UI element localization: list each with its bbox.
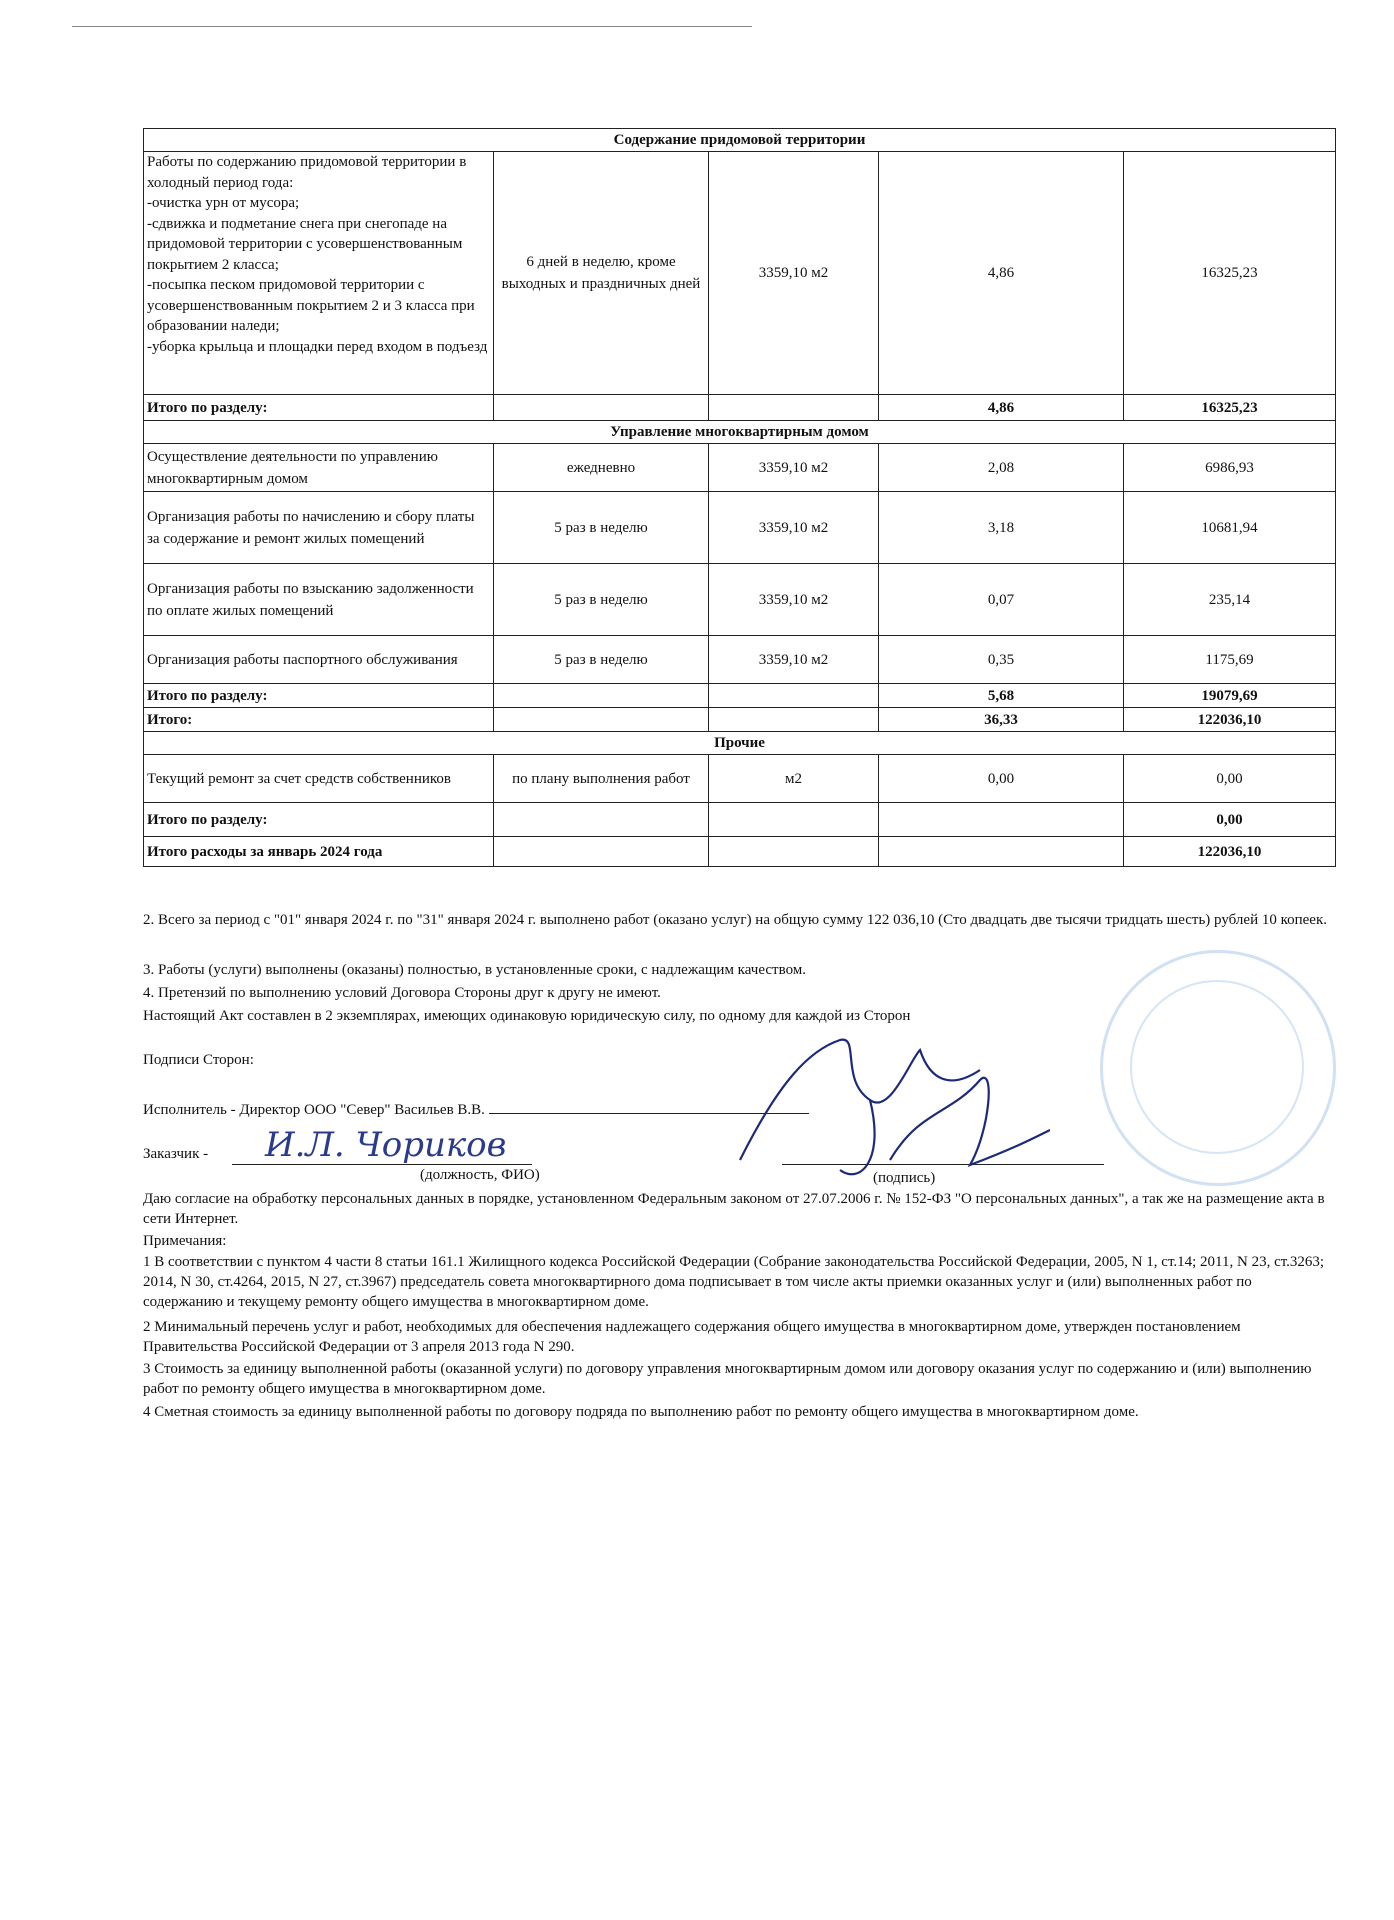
area-cell: 3359,10 м2 <box>709 492 879 564</box>
table-row <box>144 444 1336 492</box>
work-description: Организация работы паспортного обслуживания <box>144 636 494 684</box>
grand-total-label: Итого расходы за январь 2024 года <box>144 837 494 867</box>
cost-cell: 10681,94 <box>1124 492 1336 564</box>
empty-cell <box>879 837 1124 867</box>
subtotal-row <box>144 395 1336 421</box>
area-cell: 3359,10 м2 <box>709 444 879 492</box>
signature-scribble <box>720 1020 1050 1190</box>
work-description: Осуществление деятельности по управлению многоквартирным домом <box>144 444 494 492</box>
note-2: 2 Минимальный перечень услуг и работ, необходимых для обеспечения надлежащего содержания общего имущества в многоквартирном доме, утвержден постановлением Правительства Российской Федерации от 3 апреля 2013 года N 290. <box>143 1319 1241 1355</box>
rate-cell: 3,18 <box>879 492 1124 564</box>
rate-cell: 0,07 <box>879 564 1124 636</box>
position-caption: (должность, ФИО) <box>420 1167 540 1183</box>
area-cell: 3359,10 м2 <box>709 636 879 684</box>
empty-cell <box>709 803 879 837</box>
cost-cell: 1175,69 <box>1124 636 1336 684</box>
frequency-cell: по плану выполнения работ <box>494 755 709 803</box>
frequency-cell: 5 раз в неделю <box>494 564 709 636</box>
frequency-cell: 5 раз в неделю <box>494 636 709 684</box>
empty-cell <box>709 684 879 708</box>
subtotal-label: Итого по разделу: <box>144 395 494 421</box>
cost-cell: 0,00 <box>1124 755 1336 803</box>
section-header-territory: Содержание придомовой территории <box>144 129 1336 152</box>
subtotal-rate: 5,68 <box>879 684 1124 708</box>
empty-cell <box>494 708 709 732</box>
rate-cell: 2,08 <box>879 444 1124 492</box>
empty-cell <box>709 708 879 732</box>
subtotal-cost: 16325,23 <box>1124 395 1336 421</box>
work-description: Организация работы по начислению и сбору платы за содержание и ремонт жилых помещений <box>144 492 494 564</box>
cost-cell: 16325,23 <box>1124 152 1336 395</box>
empty-cell <box>494 803 709 837</box>
customer-handwritten-name <box>255 1118 545 1168</box>
total-label: Итого: <box>144 708 494 732</box>
stamp-seal-inner <box>1130 980 1304 1154</box>
subtotal-cost: 0,00 <box>1124 803 1336 837</box>
rate-cell: 0,35 <box>879 636 1124 684</box>
consent-text: Даю согласие на обработку персональных данных в порядке, установленном Федеральным законом от 27.07.2006 г. № 152-ФЗ "О персональных данных", а так же на размещение акта в сети Интернет. <box>143 1191 1325 1227</box>
note-1: 1 В соответствии с пунктом 4 части 8 статьи 161.1 Жилищного кодекса Российской Федерации (Собрание законодательства Российской Федерации, 2005, N 1, ст.14; 2011, N 23, ст.3263; 2014, N 30, ст.4264, 2015, N 27, ст.3967) председатель совета многоквартирного дома подписывает в том числе акты приемки оказанных услуг и (или) выполненных работ по содержанию и текущему ремонту общего имущества в многоквартирном доме. <box>143 1254 1325 1310</box>
services-table <box>143 128 1336 867</box>
total-cost: 122036,10 <box>1124 708 1336 732</box>
area-cell: м2 <box>709 755 879 803</box>
notes-heading: Примечания: <box>143 1233 227 1249</box>
cost-cell: 235,14 <box>1124 564 1336 636</box>
note-4: 4 Сметная стоимость за единицу выполненной работы по договору подряда по выполнению работ по ремонту общего имущества в многоквартирном доме. <box>143 1404 1139 1420</box>
statement-2: 2. Всего за период с "01" января 2024 г. по "31" января 2024 г. выполнено работ (оказано услуг) на общую сумму 122 036,10 (Сто двадцать две тысячи тридцать шесть) рублей 10 копеек. <box>143 912 1327 928</box>
customer-handwritten-text: И.Л. Чориков <box>265 1125 507 1165</box>
statement-3: 3. Работы (услуги) выполнены (оказаны) полностью, в установленные сроки, с надлежащим качеством. <box>143 962 807 978</box>
empty-cell <box>494 684 709 708</box>
section-header-management: Управление многоквартирным домом <box>144 421 1336 444</box>
table-row <box>144 636 1336 684</box>
empty-cell <box>494 837 709 867</box>
executor-label: Исполнитель - Директор ООО "Север" Васильев В.В. <box>143 1102 485 1118</box>
total-row <box>144 708 1336 732</box>
total-rate: 36,33 <box>879 708 1124 732</box>
subtotal-label: Итого по разделу: <box>144 803 494 837</box>
subtotal-cost: 19079,69 <box>1124 684 1336 708</box>
frequency-cell: ежедневно <box>494 444 709 492</box>
table-row <box>144 755 1336 803</box>
top-rule <box>72 26 752 27</box>
work-description: Работы по содержанию придомовой территории в холодный период года: -очистка урн от мусора; -сдвижка и подметание снега при снегопаде на придомовой территории с усовершенствованным покрытием 2 класса; -посыпка песком придомовой территории с усовершенствованным покрытием 2 и 3 класса при образовании наледи; -уборка крыльца и площадки перед входом в подъезд <box>144 152 494 395</box>
frequency-cell: 5 раз в неделю <box>494 492 709 564</box>
rate-cell: 4,86 <box>879 152 1124 395</box>
signatures-heading: Подписи Сторон: <box>143 1052 254 1068</box>
subtotal-label: Итого по разделу: <box>144 684 494 708</box>
area-cell: 3359,10 м2 <box>709 152 879 395</box>
customer-label: Заказчик - <box>143 1146 209 1162</box>
table-row <box>144 492 1336 564</box>
note-3: 3 Стоимость за единицу выполненной работы (оказанной услуги) по договору управления многоквартирным домом или договору оказания услуг по содержанию и (или) выполнению работ по ремонту общего имущества в многоквартирном доме. <box>143 1361 1312 1397</box>
work-description: Текущий ремонт за счет средств собственников <box>144 755 494 803</box>
empty-cell <box>879 803 1124 837</box>
grand-total-row <box>144 837 1336 867</box>
statement-4: 4. Претензий по выполнению условий Договора Стороны друг к другу не имеют. <box>143 985 661 1001</box>
subtotal-rate: 4,86 <box>879 395 1124 421</box>
empty-cell <box>494 395 709 421</box>
executor-line <box>143 1099 809 1119</box>
frequency-cell: 6 дней в неделю, кроме выходных и праздничных дней <box>494 152 709 395</box>
rate-cell: 0,00 <box>879 755 1124 803</box>
table-row <box>144 152 1336 395</box>
statement-copies: Настоящий Акт составлен в 2 экземплярах, имеющих одинаковую юридическую силу, по одному для каждой из Сторон <box>143 1008 911 1024</box>
section-header-other: Прочие <box>144 732 1336 755</box>
subtotal-row <box>144 684 1336 708</box>
signature-caption: (подпись) <box>873 1170 936 1186</box>
grand-total-cost: 122036,10 <box>1124 837 1336 867</box>
empty-cell <box>709 837 879 867</box>
cost-cell: 6986,93 <box>1124 444 1336 492</box>
work-description: Организация работы по взысканию задолженности по оплате жилых помещений <box>144 564 494 636</box>
empty-cell <box>709 395 879 421</box>
table-row <box>144 564 1336 636</box>
area-cell: 3359,10 м2 <box>709 564 879 636</box>
subtotal-row <box>144 803 1336 837</box>
